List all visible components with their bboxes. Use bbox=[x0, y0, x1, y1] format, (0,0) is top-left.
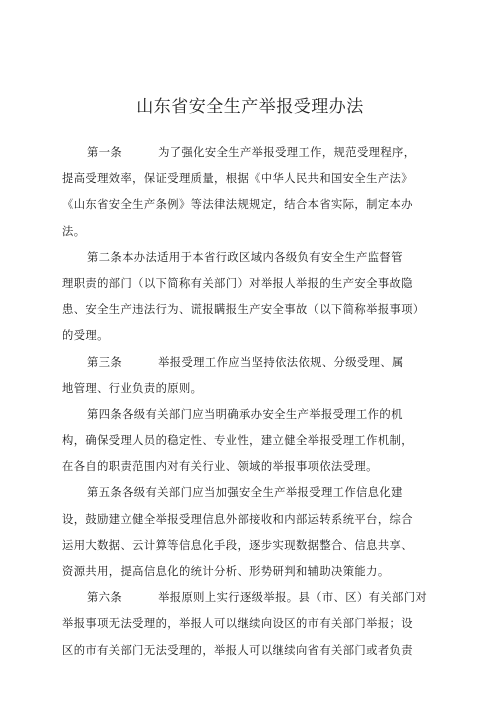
article-3-label: 第三条 bbox=[87, 355, 123, 369]
article-1-line-3: 《山东省安全生产条例》等法律法规规定，结合本省实际，制定本办 bbox=[62, 198, 413, 212]
article-5-line-3: 运用大数据、云计算等信息化手段，逐步实现数据整合、信息共享、 bbox=[62, 538, 413, 552]
article-4-line-3: 在各自的职责范围内对有关行业、领域的举报事项依法受理。 bbox=[62, 460, 378, 474]
article-5-line-2: 设，鼓励建立健全举报受理信息外部接收和内部运转系统平台，综合 bbox=[62, 512, 413, 526]
article-1-label: 第一条 bbox=[87, 146, 123, 159]
article-3-line-2: 地管理、行业负责的原则。 bbox=[62, 381, 203, 395]
article-1-line-1 bbox=[62, 140, 446, 166]
document-title: 山东省安全生产举报受理办法 bbox=[136, 97, 364, 117]
article-2-line-1: 第二条本办法适用于本省行政区域内各级负有安全生产监督管 bbox=[87, 250, 403, 264]
article-2-line-3: 患、安全生产违法行为、谎报瞒报生产安全事故（以下简称举报事项） bbox=[62, 303, 425, 317]
article-6-label: 第六条 bbox=[87, 591, 123, 605]
article-6-line-2: 举报事项无法受理的，举报人可以继续向设区的市有关部门举报；设 bbox=[62, 617, 413, 631]
article-2-line-2: 理职责的部门（以下简称有关部门）对举报人举报的生产安全事故隐 bbox=[62, 276, 413, 290]
article-1-line-2: 提高受理效率，保证受理质量，根据《中华人民共和国安全生产法》 bbox=[62, 172, 413, 186]
article-6-line-1 bbox=[62, 585, 446, 611]
document-body bbox=[62, 140, 446, 664]
article-1-text-1: 为了强化安全生产举报受理工作，规范受理程序， bbox=[158, 146, 416, 159]
article-5-line-4: 资源共用，提高信息化的统计分析、形势研判和辅助决策能力。 bbox=[62, 565, 390, 578]
article-3-text-1: 举报受理工作应当坚持依法依规、分级受理、属 bbox=[158, 355, 404, 369]
article-6-text-1: 举报原则上实行逐级举报。县（市、区）有关部门对 bbox=[158, 591, 428, 605]
article-4-line-2: 构，确保受理人员的稳定性、专业性，建立健全举报受理工作机制， bbox=[62, 434, 413, 448]
article-4-line-1: 第四条各级有关部门应当明确承办安全生产举报受理工作的机 bbox=[87, 407, 403, 421]
article-5-line-1: 第五条各级有关部门应当加强安全生产举报受理工作信息化建 bbox=[87, 486, 403, 500]
article-2-line-4: 的受理。 bbox=[62, 329, 109, 343]
article-3-line-1 bbox=[62, 350, 446, 376]
article-1-line-4: 法。 bbox=[62, 224, 86, 238]
article-6-line-3: 区的市有关部门无法受理的，举报人可以继续向省有关部门或者负责 bbox=[62, 643, 413, 657]
